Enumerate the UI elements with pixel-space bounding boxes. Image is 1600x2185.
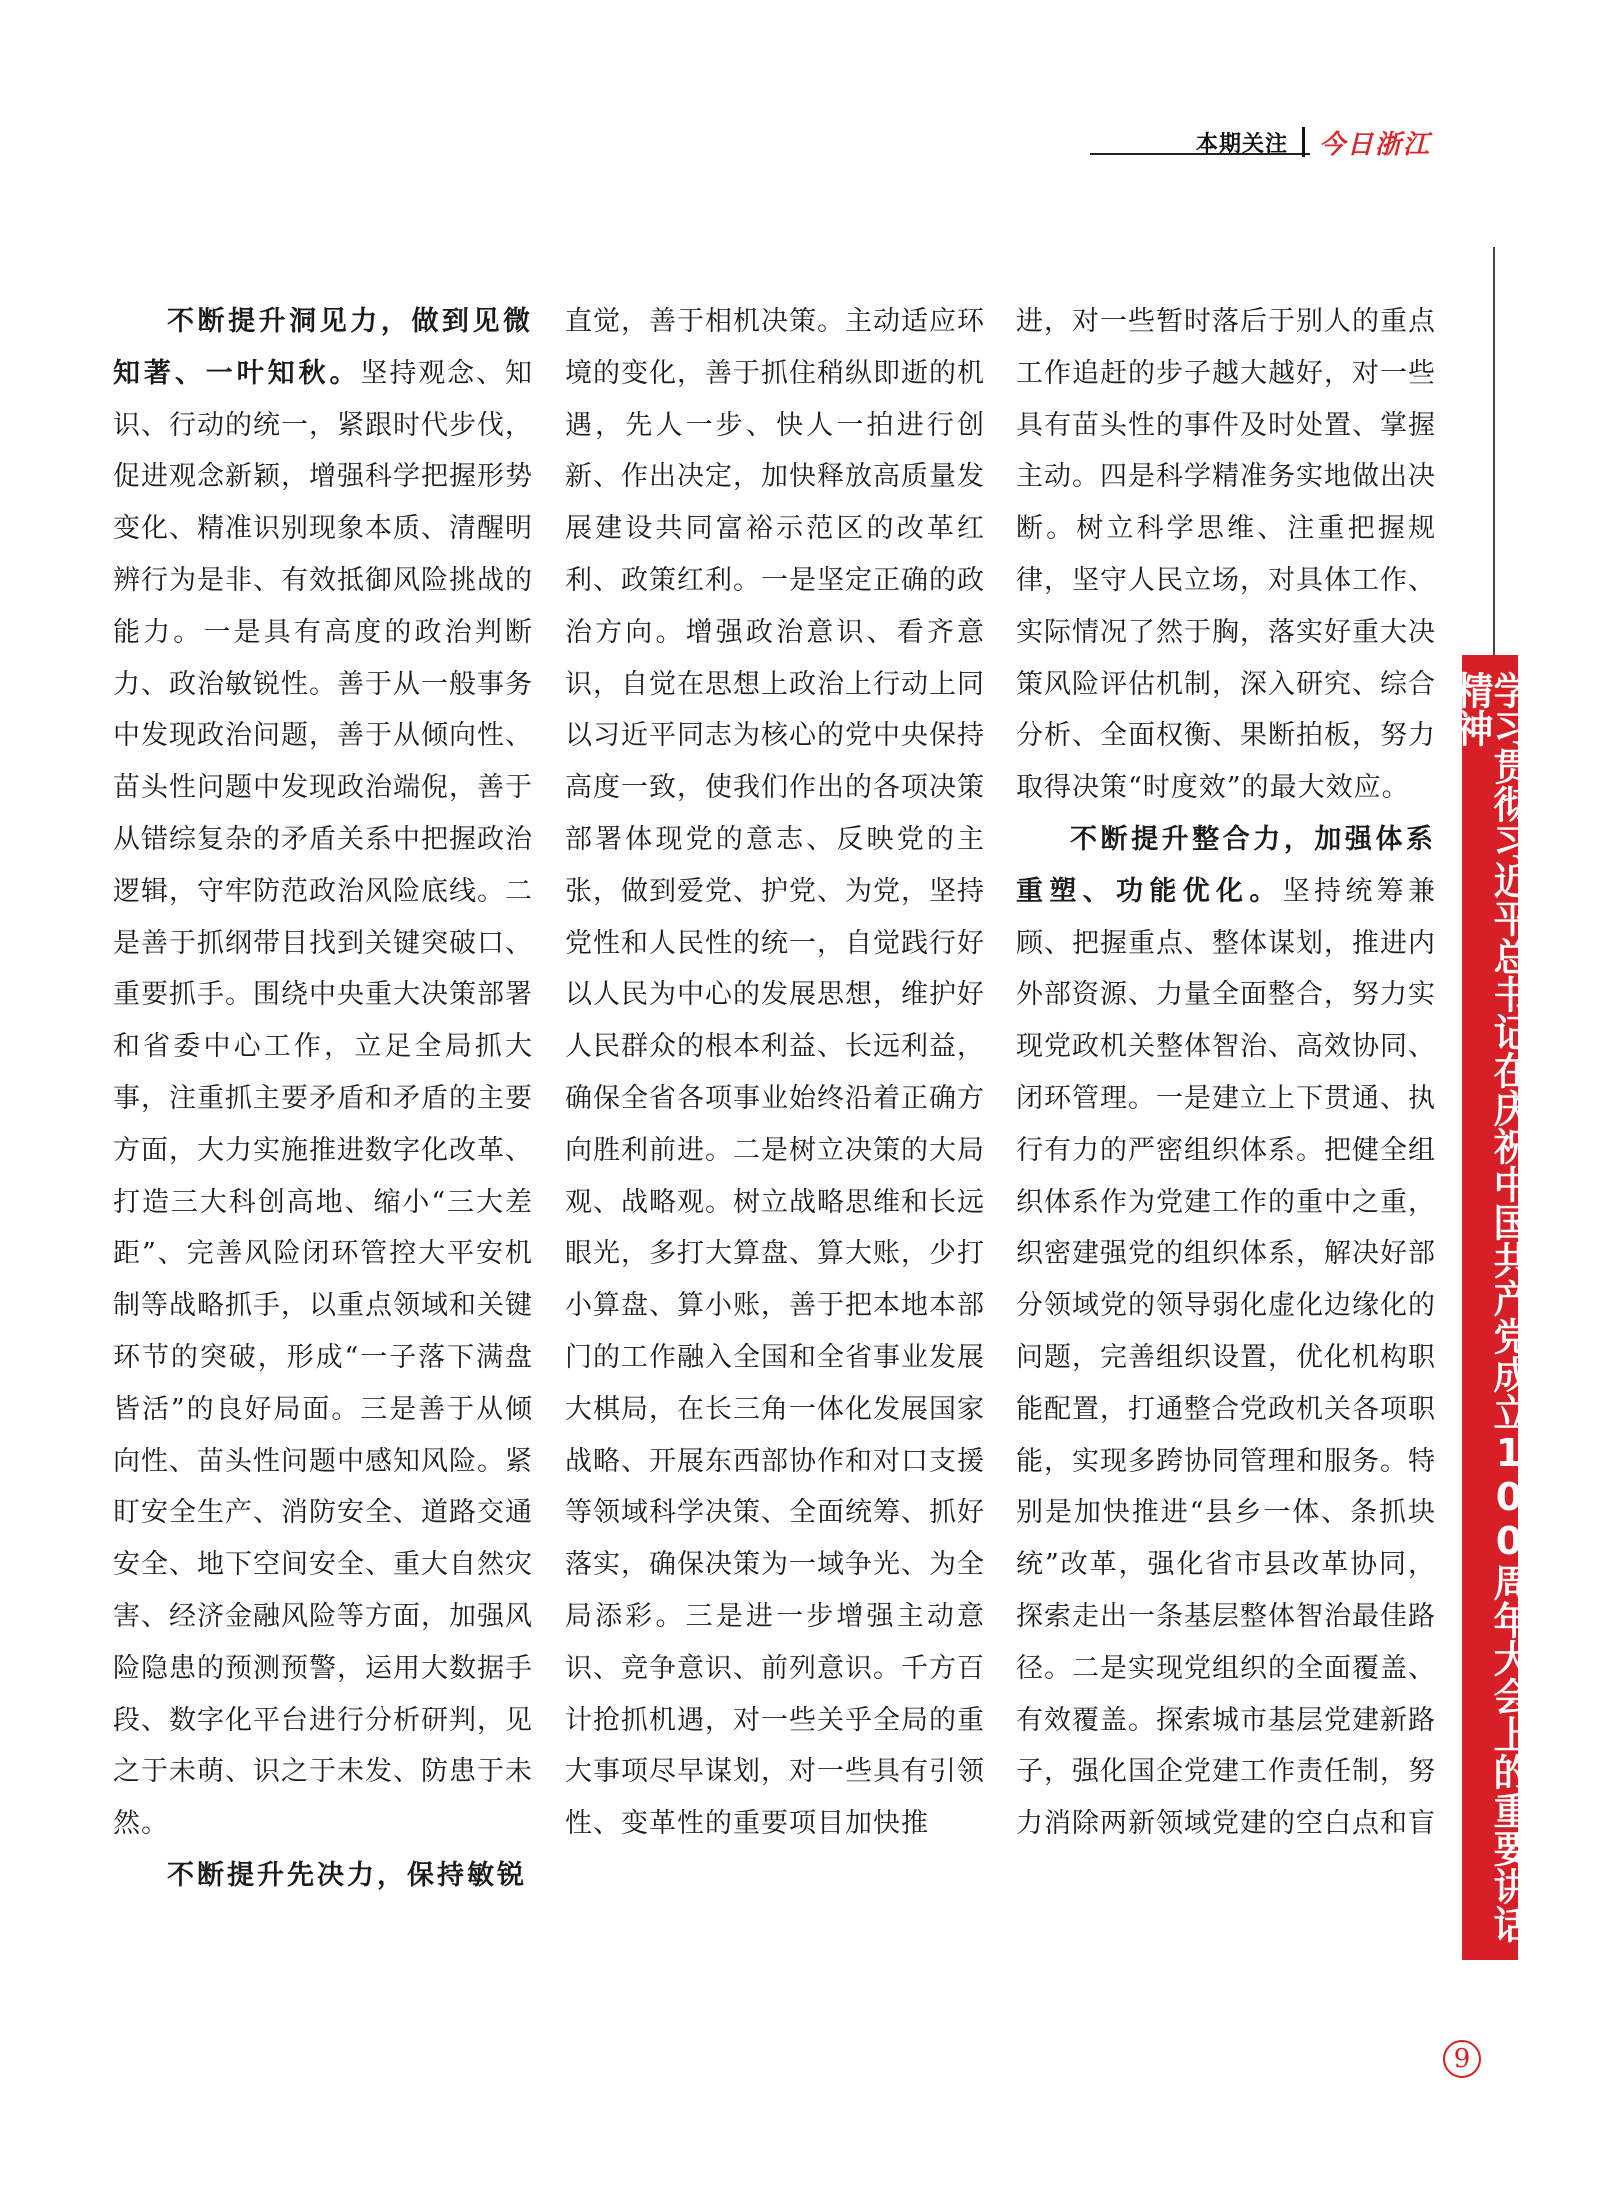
magazine-logo: 今日浙江 <box>1319 129 1432 160</box>
paragraph-lead: 不断提升先决力，保持敏锐 <box>167 1859 527 1891</box>
header-divider <box>1302 127 1305 157</box>
page-number: 9 <box>1443 2040 1481 2078</box>
paragraph <box>565 296 985 1850</box>
paragraph <box>113 296 533 1850</box>
text-column-3 <box>1016 296 1436 1850</box>
section-label: 本期关注 <box>1196 131 1289 157</box>
text-column-2 <box>565 296 985 1850</box>
paragraph-text: 坚持观念、知识、行动的统一，紧跟时代步伐，促进观念新颖，增强科学把握形势变化、精准识别现象本质、清醒明辨行为是非、有效抵御风险挑战的能力。一是具有高度的政治判断力、政治敏锐性。善于从一般事务中发现政治问题，善于从倾向性、苗头性问题中发现政治端倪，善于从错综复杂的矛盾关系中把握政治逻辑，守牢防范政治风险底线。二是善于抓纲带目找到关键突破口、重要抓手。围绕中央重大决策部署和省委中心工作，立足全局抓大事，注重抓主要矛盾和矛盾的主要方面，大力实施推进数字化改革、打造三大科创高地、缩小“三大差距”、完善风险闭环管控大平安机制等战略抓手，以重点领域和关键环节的突破，形成“一子落下满盘皆活”的良好局面。三是善于从倾向性、苗头性问题中感知风险。紧盯安全生产、消防安全、道路交通安全、地下空间安全、重大自然灾害、经济金融风险等方面，加强风险隐患的预测预警，运用大数据手段、数字化平台进行分析研判，见之于未萌、识之于未发、防患于未然。 <box>113 357 534 1840</box>
running-header <box>1196 122 1431 162</box>
side-banner <box>1449 655 1531 1960</box>
paragraph-text: 进，对一些暂时落后于别人的重点工作追赶的步子越大越好，对一些具有苗头性的事件及时处置、掌握主动。四是科学精准务实地做出决断。树立科学思维、注重把握规律，坚守人民立场，对具体工作、实际情况了然于胸，落实好重大决策风险评估机制，深入研究、综合分析、全面权衡、果断拍板，努力取得决策“时度效”的最大效应。 <box>1016 306 1436 804</box>
banner-title: 学习贯彻习近平总书记在庆祝中国共产党成立100周年大会上的重要讲话精神 <box>1449 671 1531 1943</box>
paragraph-text: 坚持统筹兼顾、把握重点、整体谋划，推进内外部资源、力量全面整合，努力实现党政机关整体智治、高效协同、闭环管理。一是建立上下贯通、执行有力的严密组织体系。把健全组织体系作为党建工作的重中之重，织密建强党的组织体系，解决好部分领域党的领导弱化虚化边缘化的问题，完善组织设置，优化机构职能配置，打通整合党政机关各项职能，实现多跨协同管理和服务。特别是加快推进“县乡一体、条抓块统”改革，强化省市县改革协同，探索走出一条基层整体智治最佳路径。二是实现党组织的全面覆盖、有效覆盖。探索城市基层党建新路子，强化国企党建工作责任制，努力消除两新领域党建的空白点和盲 <box>1016 875 1437 1840</box>
margin-rule <box>1493 247 1495 657</box>
paragraph <box>113 1850 533 1902</box>
paragraph-lead: 不断提升整合力，加强体系重塑、功能优化。 <box>1016 823 1436 907</box>
paragraph-text: 直觉，善于相机决策。主动适应环境的变化，善于抓住稍纵即逝的机遇，先人一步、快人一拍进行创新、作出决定，加快释放高质量发展建设共同富裕示范区的改革红利、政策红利。一是坚定正确的政治方向。增强政治意识、看齐意识，自觉在思想上政治上行动上同以习近平同志为核心的党中央保持高度一致，使我们作出的各项决策部署体现党的意志、反映党的主张，做到爱党、护党、为党，坚持党性和人民性的统一，自觉践行好以人民为中心的发展思想，维护好人民群众的根本利益、长远利益，确保全省各项事业始终沿着正确方向胜利前进。二是树立决策的大局观、战略观。树立战略思维和长远眼光，多打大算盘、算大账，少打小算盘、算小账，善于把本地本部门的工作融入全国和全省事业发展大棋局，在长三角一体化发展国家战略、开展东西部协作和对口支援等领域科学决策、全面统筹、抓好落实，确保决策为一域争光、为全局添彩。三是进一步增强主动意识、竞争意识、前列意识。千方百计抢抓机遇，对一些关乎全局的重大事项尽早谋划，对一些具有引领性、变革性的重要项目加快推 <box>565 306 985 1840</box>
paragraph-lead: 不断提升洞见力，做到见微知著、一叶知秋。 <box>113 306 533 389</box>
paragraph <box>1016 814 1436 1850</box>
paragraph <box>1016 296 1436 814</box>
text-column-1 <box>113 296 533 1902</box>
